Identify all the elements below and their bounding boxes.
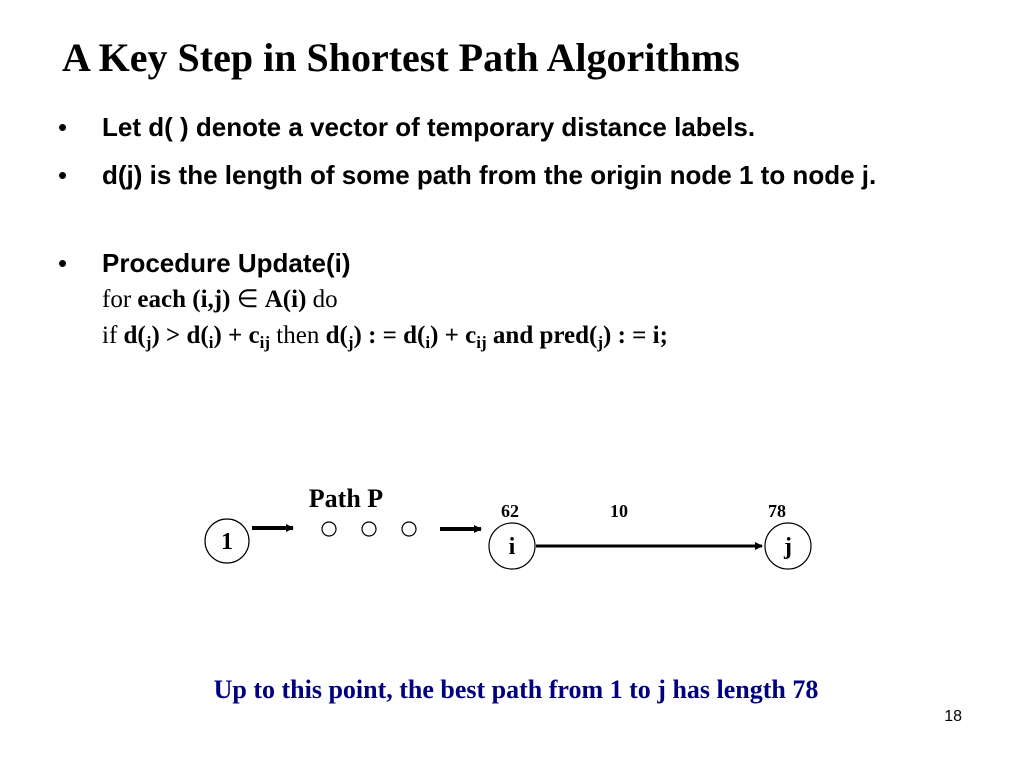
path-diagram — [0, 470, 1024, 610]
bullet-text: Let d( ) denote a vector of temporary distance labels. — [102, 112, 756, 142]
bullet-list — [58, 108, 998, 354]
distance-label-j: 78 — [768, 501, 786, 521]
procedure-line-for: for each (i,j) ∈ A(i) do — [102, 286, 338, 313]
node-j-label: j — [784, 534, 792, 560]
slide-title: A Key Step in Shortest Path Algorithms — [62, 35, 740, 80]
bullet-distance-labels — [58, 108, 998, 146]
path-dot — [362, 522, 376, 536]
path-p-label: Path P — [308, 484, 384, 513]
caption: Up to this point, the best path from 1 to j has length 78 — [213, 675, 819, 704]
bullet-text: d(j) is the length of some path from the origin node 1 to node j. — [102, 160, 877, 190]
origin-node-label: 1 — [221, 529, 233, 555]
bullet-marker: • — [58, 248, 68, 278]
node-i-label: i — [508, 534, 516, 560]
path-dot — [322, 522, 336, 536]
distance-label-i: 62 — [501, 501, 519, 521]
bullet-text: Procedure Update(i) — [102, 248, 351, 278]
procedure-line-if: if $d(_j) > d(_i) + c_{ij}$ then $d(_j)$ : = $d(_i) + c_{ij}$ and $pred(_j)$ : = i; — [102, 322, 668, 352]
page-number: 18 — [944, 708, 962, 725]
bullet-procedure — [58, 244, 998, 282]
bullet-marker: • — [58, 112, 68, 142]
bullet-path-length — [58, 156, 998, 194]
arc-cost-label: 10 — [610, 501, 628, 521]
bullet-marker: • — [58, 160, 68, 190]
path-dot — [402, 522, 416, 536]
